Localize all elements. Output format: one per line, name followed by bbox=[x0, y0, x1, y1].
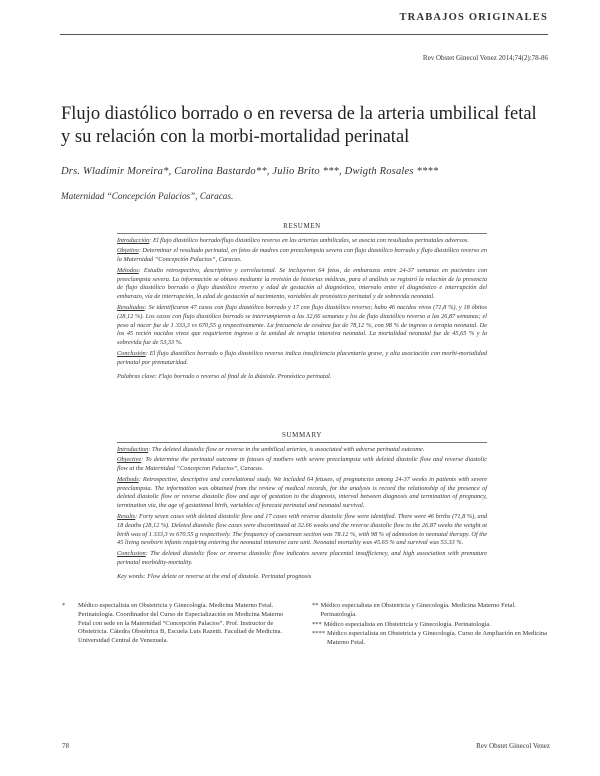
summary-introduction-label: Introduction bbox=[117, 445, 149, 453]
article-title: Flujo diastólico borrado o en reversa de la arteria umbilical fetal y su relación con la morbi-mortalidad perinatal bbox=[61, 104, 537, 147]
summary-conclusion-label: Conclusion bbox=[117, 549, 146, 557]
resumen-methods-text: : Estudio retrospectivo, descriptivo y correlacional. Se incluyeron 64 fetos, de embarazos entre 24-37 semanas en pacientes con preeclampsia severa. La información se obtuvo mediante la revisión de historias médicas, para el análisis se registró la relación de la presencia de flujo diastólico borrado o flujo diastólico reverso y edad de gestación al diagnóstico, intervalo entre el diagnóstico e interrupción del embarazo, vía de interrupción, la edad de gestación al nacimiento, variables de pronóstico perinatal y de sobrevida neonatal. bbox=[117, 266, 487, 301]
resumen-objective-label: Objetivo bbox=[117, 247, 139, 255]
resumen-objective bbox=[117, 247, 487, 265]
footnote-text: Médico especialista en Obstetricia y Ginecología. Perinatología. bbox=[323, 620, 491, 628]
resumen-introduction-label: Introducción bbox=[117, 236, 150, 244]
footnote-text: Médico especialista en Obstetricia y Ginecología. Medicina Materno Fetal. Perinatología. bbox=[320, 602, 516, 618]
footnote-mark: **** bbox=[312, 630, 325, 638]
footnote-mark: *** bbox=[312, 620, 322, 628]
resumen-objective-text: : Determinar el resultado perinatal, en fetos de madres con preeclampsia severa con flujo diastólico borrado y flujo diastólico reverso en la Maternidad “Concepción Palacios”, Caracas. bbox=[117, 247, 487, 264]
footnote bbox=[62, 602, 288, 646]
resumen-introduction bbox=[117, 237, 487, 246]
summary-results bbox=[117, 513, 487, 549]
summary-keywords: Key words: Flow delete or reverse at the end of diastole. Perinatal prognosis bbox=[117, 572, 312, 580]
summary-methods bbox=[117, 476, 487, 512]
resumen-keywords: Palabras clave: Flujo borrado o reverso al final de la diástole. Pronóstico perinatal. bbox=[117, 372, 332, 380]
summary-results-label: Results bbox=[117, 512, 136, 520]
footnote-mark: ** bbox=[312, 602, 319, 609]
summary-abstract bbox=[117, 431, 487, 583]
resumen-abstract bbox=[117, 222, 487, 383]
footnote bbox=[312, 630, 550, 648]
resumen-methods bbox=[117, 267, 487, 303]
resumen-introduction-text: : El flujo diastólico borrado/flujo diastólico reverso en las arterias umbilicales, se asocia con resultados perinatales adversos. bbox=[149, 236, 469, 244]
resumen-conclusion-text: : El flujo diastólico borrado o flujo diastólico reverso indica insuficiencia placentaria grave, y alta asociación con morbi-mortalidad perinatal por prematuridad. bbox=[117, 349, 487, 366]
summary-introduction-text: : The deleted diastolic flow or reverse in the umbilical arteries, is associated with adverse perinatal outcome. bbox=[148, 445, 425, 453]
resumen-conclusion bbox=[117, 350, 487, 368]
resumen-methods-label: Métodos bbox=[117, 266, 139, 274]
section-label: TRABAJOS ORIGINALES bbox=[399, 12, 548, 23]
summary-heading: SUMMARY bbox=[282, 431, 322, 439]
article-authors: Drs. Wladimir Moreira*, Carolina Bastardo**, Julio Brito ***, Dwigth Rosales **** bbox=[61, 166, 439, 177]
footnote-text: Médico especialista en Obstetricia y Ginecología. Curso de Ampliación en Medicina Materno Fetal. bbox=[327, 630, 548, 647]
summary-objective-label: Objective bbox=[117, 456, 142, 464]
summary-conclusion-text: : The deleted diastolic flow or reverse diastolic flow indicates severe placental insufficiency, and high association with premature perinatal morbidity-mortality. bbox=[117, 549, 487, 566]
article-affiliation: Maternidad “Concepción Palacios”, Caracas. bbox=[61, 191, 234, 201]
journal-citation: Rev Obstet Ginecol Venez 2014;74(2):78-86 bbox=[422, 54, 548, 62]
footnote-mark: * bbox=[62, 602, 66, 609]
summary-methods-label: Methods bbox=[117, 475, 139, 483]
summary-methods-text: : Retrospective, descriptive and correlational study. We included 64 fetuses, of pregnancies among 24-37 weeks in patients with severe preeclampsia. The information was obtained from the review of medical records, for the analysis is record the relationship of the presence of deleted diastolic flow or reverse diastolic flow and age of gestation to the diagnosis, interval between diagnosis and termination of pregnancy, termination via, the age of gestational birth, variables of forecast perinatal and neonatal survival. bbox=[117, 475, 487, 510]
footer-journal: Rev Obstet Ginecol Venez bbox=[476, 742, 550, 750]
footnotes-right bbox=[312, 602, 550, 649]
summary-objective-text: : To determine the perinatal outcome in fetuses of mothers with severe preeclampsia with deleted diastolic flow and reverse diastolic flow at the Maternidad “Concepcion Palacios”, Caracas. bbox=[117, 456, 487, 473]
summary-objective bbox=[117, 456, 487, 474]
summary-results-text: : Forty seven cases with deleted diastolic flow and 17 cases with reverse diastolic flow were identified. There were 46 births (71,8 %), and 18 deaths (28,12 %). Deleted diastolic flow cases were discontinued at 32.66 weeks and the reverse diastolic flow to the 26.87 weeks the weight at birth was of 1 333,3 vs 670.55 g respectively. The frequency of caesarean section was 78.12 %, with 98 % of admission to neonatal therapy. Of the 45 living newborn infants requiring entering the neonatal intensive care unit. Neonatal mortality was 45.65 % and survival was 53.33 %. bbox=[117, 512, 487, 547]
page-number: 78 bbox=[62, 742, 69, 750]
resumen-results-label: Resultados bbox=[117, 303, 145, 311]
resumen-results bbox=[117, 304, 487, 349]
footnote-text: Médico especialista en Obstetricia y Ginecología. Medicina Materno Fetal. Perinatología. Coordinador del Curso de Especialización en Medicina Materno Fetal con sede en la Maternidad “Concepción Palacios”. Prof. Instructor de Obstetricia. Cátedra Obstétrica B, Escuela Luis Razetti. Facultad de Medicina. Universidad Central de Venezuela. bbox=[78, 602, 284, 645]
footnote bbox=[312, 602, 550, 620]
header-rule bbox=[60, 34, 548, 35]
summary-top-rule bbox=[117, 442, 487, 443]
resumen-results-text: : Se identificaron 47 casos con flujo diastólico borrado y 17 con flujo diastólico reverso; hubo 46 nacidos vivos (71,8 %), y 18 óbitos (28,12 %). Los casos con flujo diastólico borrado se interrumpieron a las 32,66 semanas y los de flujo diastólico reverso a las 26,87 semanas; el peso al nacer fue de 1 333,3 vs 670,55 g respectivamente. La frecuencia de cesárea fue de 78,12 %, con 98 % de ingreso a terapia neonatal. De los 45 recién nacidos vivos que requirieron ingreso a la unidad de terapia intensiva neonatal. La mortalidad neonatal fue de 45,65 % y la sobrevida fue de 53,33 %. bbox=[117, 303, 487, 347]
resumen-top-rule bbox=[117, 233, 487, 234]
resumen-heading: RESUMEN bbox=[283, 222, 321, 230]
footnotes-left bbox=[62, 602, 288, 647]
resumen-conclusion-label: Conclusión bbox=[117, 349, 146, 357]
summary-introduction bbox=[117, 446, 487, 455]
summary-conclusion bbox=[117, 550, 487, 568]
footnote bbox=[312, 621, 550, 630]
